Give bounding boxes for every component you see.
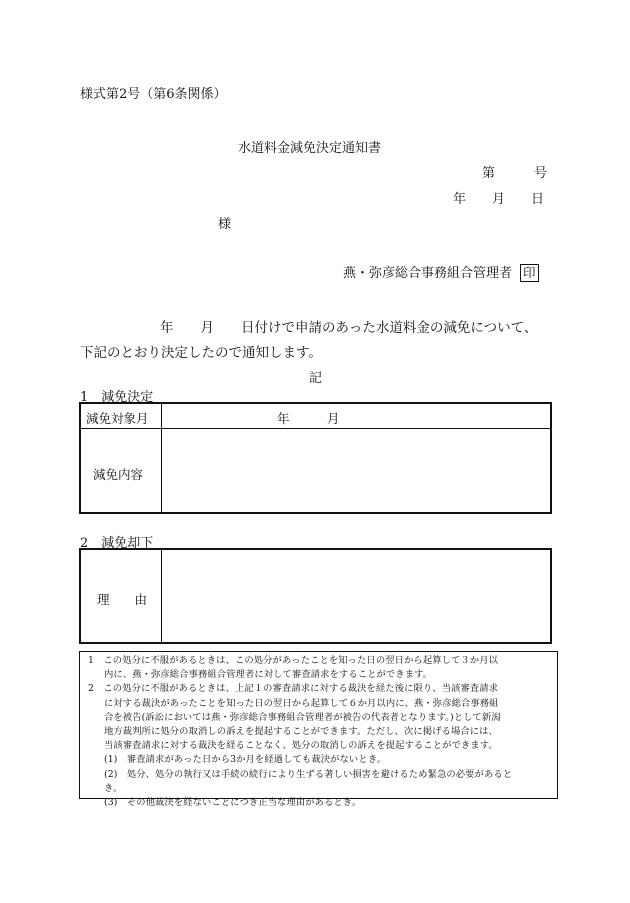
table-divider-vertical [161,550,162,642]
notice-line: 1 この処分に不服があるときは、この処分があったことを知った日の翌日から起算して３か月以 [88,655,498,666]
target-month-value: 年 月 [277,411,340,426]
issuer-line [343,262,539,282]
notice-line: 合を被告(訴訟においては燕・弥彦総合事務組合管理者が被告の代表者となります。)として新潟 [104,711,501,723]
notice-line: 地方裁判所に処分の取消しの訴えを提起することができます。ただし、次に掲げる場合には、 [104,726,498,738]
reduction-decision-table [79,402,552,514]
notice-line: (1) 審査請求があった日から3か月を経過しても裁決がないとき。 [104,754,387,766]
section-2-heading: 2 減免却下 [80,536,154,551]
notice-line: 当該審査請求に対する裁決を経ることなく、処分の取消しの訴えを提起することができます。 [104,740,498,752]
reduction-content-label: 減免内容 [93,467,144,482]
recipient-suffix: 様 [218,217,232,232]
notice-line: 2 この処分に不服があるときは、上記１の審査請求に対する裁決を経た後に限り、当該審査請求 [88,683,499,695]
body-line-1: 年 月 日付けで申請のあった水道料金の減免について、 [160,320,538,336]
notice-line: (2) 処分、処分の執行又は手続の続行により生ずる著しい損害を避けるため緊急の必要があると [104,768,513,780]
form-number: 様式第2号（第6条関係） [80,87,227,102]
section-1-heading: 1 減免決定 [80,390,154,405]
table-divider-vertical [161,404,162,512]
notice-line: 内に、燕・弥彦総合事務組合管理者に対して審査請求をすることができます。 [104,669,433,681]
document-number: 第 号 [482,166,548,181]
document-title: 水道料金減免決定通知書 [238,141,382,156]
issuer-name: 燕・弥彦総合事務組合管理者 [343,266,513,281]
issue-date: 年 月 日 [453,192,545,207]
notice-line: に対する裁決があったことを知った日の翌日から起算して６か月以内に、燕・弥彦総合事務組 [104,697,499,709]
body-line-2: 下記のとおり決定したので通知します。 [80,345,322,361]
seal-mark: 印 [520,264,539,282]
notice-line: き。 [104,782,123,794]
table-divider-horizontal [81,428,550,429]
appeal-notice-box [79,651,558,809]
notice-line: (3) その他裁決を経ないことにつき正当な理由があるとき。 [104,797,362,809]
rejection-table [79,548,552,644]
target-month-label: 減免対象月 [86,411,149,426]
reason-label: 理 由 [97,592,148,607]
ki-heading: 記 [309,371,323,386]
